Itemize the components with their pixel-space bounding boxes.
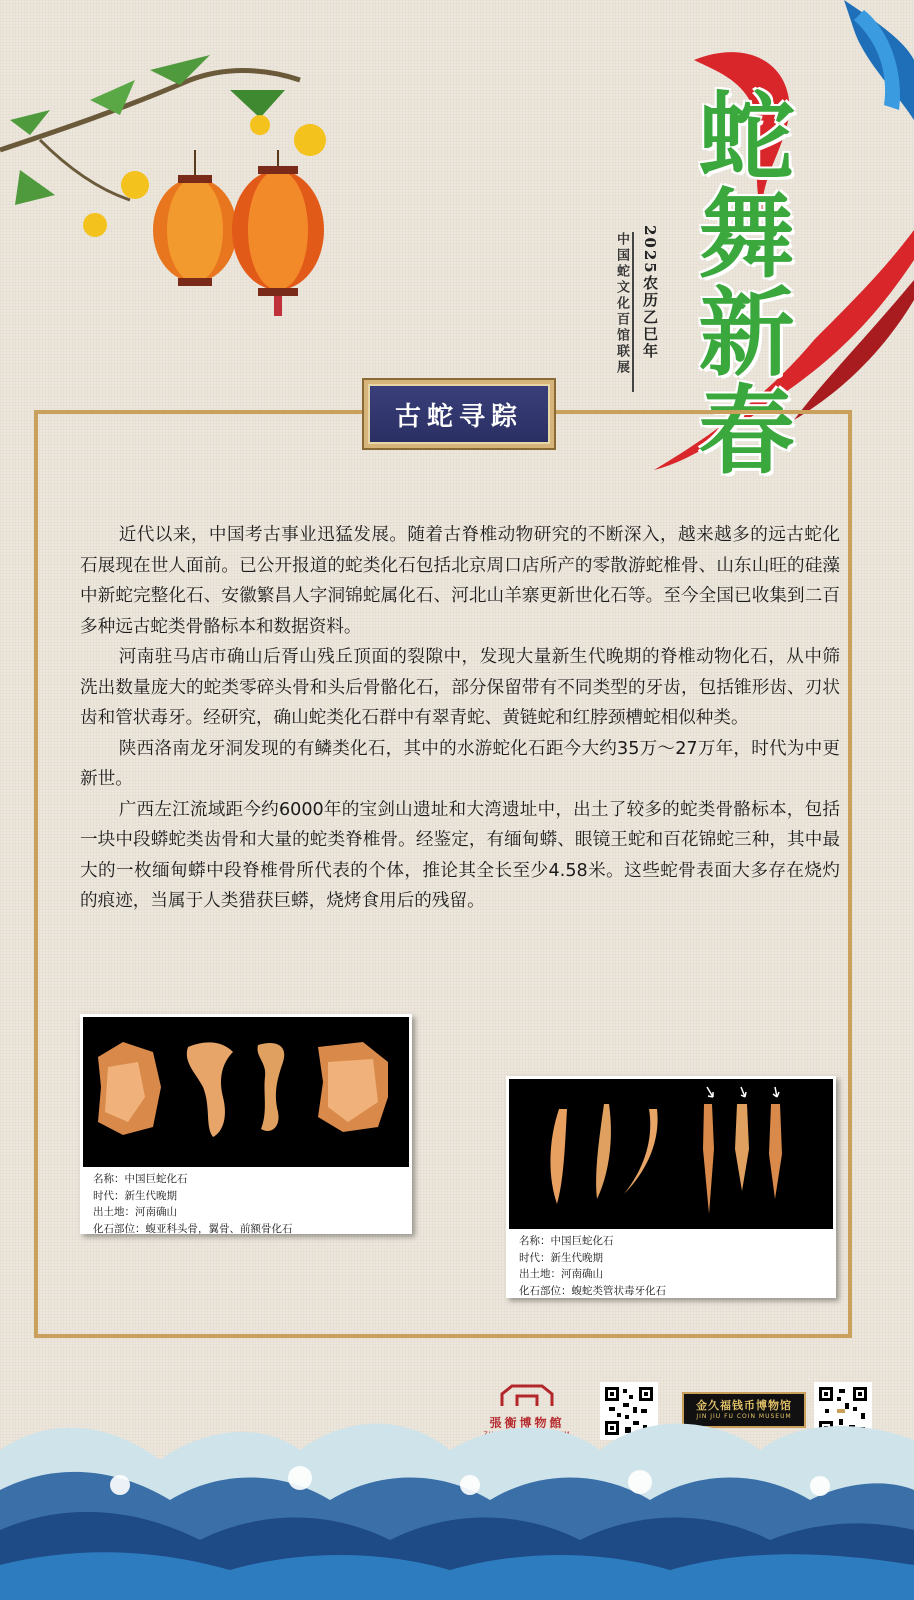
title-char: 舞: [683, 184, 796, 282]
caption-line: 化石部位：蝮亚科头骨，翼骨、前额骨化石: [93, 1222, 293, 1235]
title-char: 春: [683, 380, 796, 478]
body-text: [80, 520, 840, 917]
paragraph: 河南驻马店市确山后胥山残丘顶面的裂隙中，发现大量新生代晚期的脊椎动物化石，从中筛洗出数量庞大的蛇类零碎头骨和头后骨骼化石，部分保留带有不同类型的牙齿，包括锥形齿、刃状齿和管状毒牙。经研究，确山蛇类化石群中有翠青蛇、黄链蛇和红脖颈槽蛇相似种类。: [80, 647, 840, 728]
title-char: 蛇: [683, 86, 796, 184]
caption-line: 名称：中国巨蛇化石: [93, 1173, 188, 1185]
fossil-card-fangs: [506, 1076, 836, 1298]
fang-fossil-photo: [509, 1079, 827, 1229]
title-subtitle: 中国蛇文化百馆联展: [614, 232, 629, 376]
caption-line: 出土地：河南确山: [519, 1268, 603, 1280]
section-badge: [362, 378, 556, 450]
caption-line: 时代：新生代晚期: [93, 1189, 177, 1202]
fossil-card-skull: [80, 1014, 412, 1234]
zhang-heng-museum-name: 張衡博物館: [489, 1416, 565, 1430]
skull-fossil-photo: [83, 1017, 403, 1167]
caption-line: 时代：新生代晚期: [519, 1251, 603, 1264]
caption-line: 出土地：河南确山: [93, 1206, 177, 1218]
paragraph: 陕西洛南龙牙洞发现的有鳞类化石，其中的水游蛇化石距今大约35万～27万年，时代为中更新世。: [80, 738, 840, 789]
title-char: 新: [683, 282, 796, 380]
caption-line: 名称：中国巨蛇化石: [519, 1235, 614, 1247]
paragraph: 近代以来，中国考古事业迅猛发展。随着古脊椎动物研究的不断深入，越来越多的远古蛇化石展现在世人面前。已公开报道的蛇类化石包括北京周口店所产的零散游蛇椎骨、山东山旺的硅藻中新蛇完整化石、安徽繁昌人字洞锦蛇属化石、河北山羊寨更新世化石等。至今全国已收集到二百多种远古蛇类骨骼标本和数据资料。: [80, 525, 840, 637]
caption-line: 化石部位：蝮蛇类管状毒牙化石: [519, 1284, 666, 1297]
fossil-caption: [83, 1167, 409, 1235]
paragraph: 广西左江流域距今约6000年的宝剑山遗址和大湾遗址中，出土了较多的蛇类骨骼标本，包括一块中段蟒蛇类齿骨和大量的蛇类脊椎骨。经鉴定，有缅甸蟒、眼镜王蛇和百花锦蛇三种，其中最大的一枚缅甸蟒中段脊椎骨所代表的个体，推论其全长至少4.58米。这些蛇骨表面大多存在烧灼的痕迹，当属于人类猎获巨蟒，烧烤食用后的残留。: [80, 799, 840, 911]
wave-decoration: [0, 1390, 914, 1600]
title-divider: [632, 232, 634, 392]
fossil-caption: [509, 1229, 833, 1295]
jin-jiu-fu-museum-en: JIN JIU FU COIN MUSEUM: [696, 1413, 792, 1420]
title-year: 2025农历乙巳年: [641, 225, 659, 360]
section-badge-label: 古蛇寻踪: [368, 384, 550, 444]
jin-jiu-fu-museum-name: 金久福钱币博物馆: [696, 1399, 792, 1412]
lantern-branch-decoration: [0, 40, 360, 320]
